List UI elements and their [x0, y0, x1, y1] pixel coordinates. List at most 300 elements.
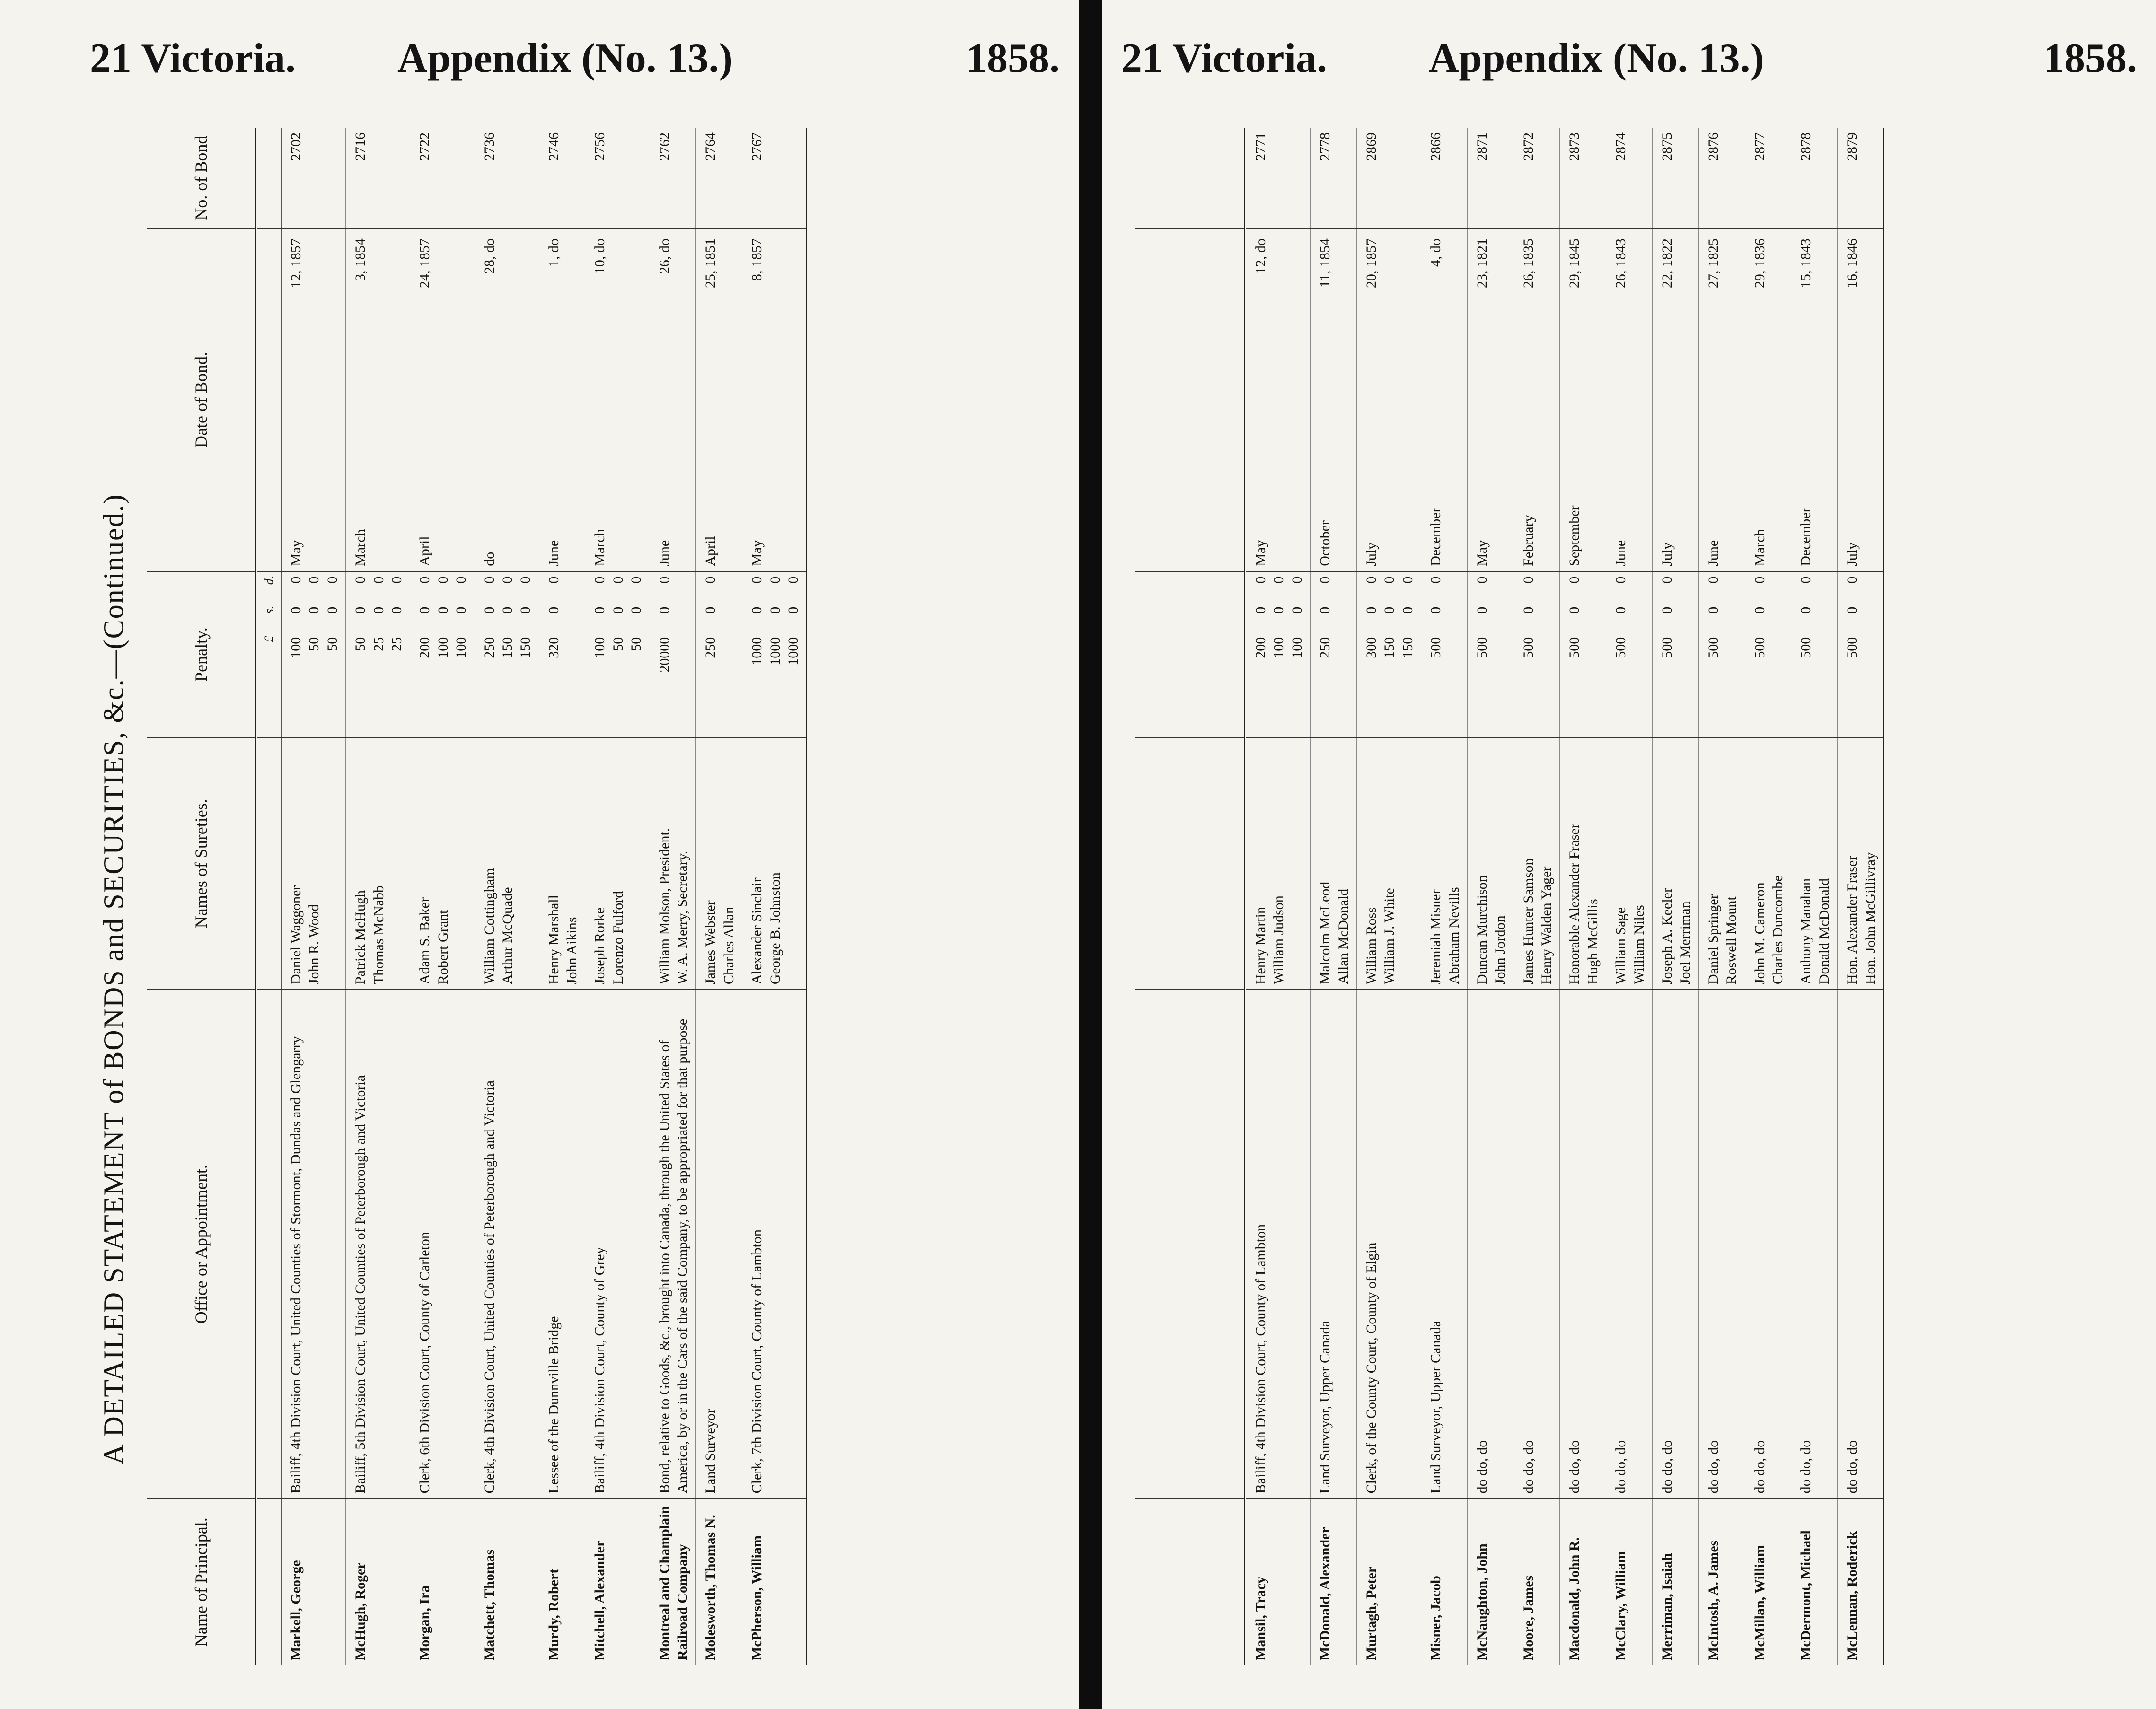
penalty-pounds: 50 [324, 637, 340, 651]
date-day-year: 12, do [1253, 238, 1268, 274]
penalty-grid [287, 577, 342, 733]
penalty-shillings: 0 [628, 606, 644, 614]
date-month: May [288, 540, 304, 566]
date-grid [591, 234, 609, 566]
bond-number-cell: 2778 [1311, 128, 1357, 228]
surety-name: Robert Grant [435, 910, 451, 985]
date-cell [1560, 228, 1606, 571]
office-cell: Lessee of the Dunnville Bridge [539, 990, 585, 1499]
penalty-pounds: 100 [592, 637, 608, 658]
surety-name: Hon. John McGillivray [1862, 852, 1878, 985]
bond-number-cell: 2875 [1653, 128, 1699, 228]
date-month: September [1566, 505, 1583, 566]
penalty-grid [1316, 577, 1334, 733]
table-row [1311, 128, 1357, 1665]
bond-number-cell: 2746 [539, 128, 585, 228]
bonds-table-right [1135, 128, 1885, 1665]
date-month: July [1363, 542, 1379, 566]
bond-number-cell: 2869 [1356, 128, 1421, 228]
penalty-pence: 0 [370, 576, 387, 584]
date-day-year: 16, 1846 [1844, 238, 1860, 289]
penalty-pence: 0 [767, 576, 783, 584]
date-month: June [1613, 540, 1629, 566]
penalty-pence: 0 [1705, 576, 1721, 584]
penalty-cell [1245, 571, 1311, 738]
penalty-pounds: 150 [1399, 637, 1416, 658]
date-month: July [1659, 542, 1675, 566]
surety-name: James Hunter Samson [1520, 858, 1536, 985]
table-row [1791, 128, 1838, 1665]
surety-name: W. A. Merry, Secretary. [675, 850, 691, 985]
office-cell: Bailiff, 4th Division Court, County of Lambton [1245, 990, 1311, 1499]
penalty-shillings: 0 [481, 606, 497, 614]
date-cell [1606, 228, 1653, 571]
table-body-right [1245, 128, 1884, 1665]
date-month: June [656, 540, 672, 566]
date-day-year: 11, 1854 [1317, 238, 1333, 288]
sureties-cell [1421, 737, 1468, 990]
col-header-empty [1135, 1499, 1245, 1665]
bond-number-cell: 2716 [346, 128, 410, 228]
date-cell [1421, 228, 1468, 571]
date-cell [1745, 228, 1791, 571]
penalty-shillings: 0 [1659, 606, 1675, 614]
date-grid [702, 234, 720, 566]
penalty-pounds: 250 [703, 637, 719, 658]
table-row [1421, 128, 1468, 1665]
year-heading: 1858. [966, 35, 1060, 81]
penalty-pounds: 300 [1363, 637, 1379, 658]
bond-number-cell: 2872 [1514, 128, 1560, 228]
date-day-year: 1, do [546, 238, 562, 267]
surety-name: Joseph A. Keeler [1659, 888, 1675, 985]
surety-name: Hon. Alexander Fraser [1844, 855, 1860, 985]
office-cell: do do, do [1467, 990, 1514, 1499]
penalty-shillings: 0 [1751, 606, 1768, 614]
penalty-grid [591, 577, 645, 733]
office-cell: Bond, relative to Goods, &c., brought into Canada, through the United States of America, by or in the Cars of the said Company, to be appropriated for that purpose [650, 990, 696, 1499]
date-grid [1363, 234, 1381, 566]
date-cell [346, 228, 410, 571]
penalty-cell [1514, 571, 1560, 738]
penalty-shillings: 0 [1289, 606, 1305, 614]
principal-cell: Matchett, Thomas [475, 1499, 539, 1665]
penalty-pounds: 150 [518, 637, 534, 658]
penalty-grid [748, 577, 802, 733]
date-cell [410, 228, 475, 571]
penalty-shillings: 0 [1399, 606, 1416, 614]
surety-name: William Judson [1271, 895, 1287, 985]
date-grid [287, 234, 305, 566]
penalty-grid [416, 577, 470, 733]
penalty-pence: 0 [1474, 576, 1490, 584]
date-day-year: 8, 1857 [749, 238, 765, 281]
penalty-pence: 0 [1289, 576, 1305, 584]
penalty-shillings: 0 [1566, 606, 1583, 614]
shillings-unit: s. [262, 605, 276, 614]
penalty-cell [1606, 571, 1653, 738]
date-grid [1612, 234, 1630, 566]
penalty-shillings: 0 [1705, 606, 1721, 614]
table-row [1514, 128, 1560, 1665]
date-cell [539, 228, 585, 571]
date-cell [1838, 228, 1884, 571]
date-month: April [417, 536, 433, 566]
table-row [1245, 128, 1311, 1665]
date-cell [650, 228, 696, 571]
principal-cell: McNaughton, John [1467, 1499, 1514, 1665]
surety-name: John R. Wood [306, 904, 322, 985]
date-day-year: 3, 1854 [352, 238, 369, 281]
date-day-year: 10, do [592, 238, 608, 274]
date-month: March [1751, 529, 1768, 566]
surety-name: William Niles [1631, 905, 1647, 985]
office-cell: Land Surveyor, Upper Canada [1311, 990, 1357, 1499]
penalty-shillings: 0 [1317, 606, 1333, 614]
penalty-grid [1473, 577, 1491, 733]
surety-name: Lorenzo Fulford [610, 891, 626, 985]
penalty-pounds: 500 [1798, 637, 1814, 658]
penalty-grid [702, 577, 720, 733]
col-header-sureties: Names of Sureties. [147, 737, 256, 990]
unit-cell-empty [256, 228, 282, 571]
penalty-cell [346, 571, 410, 738]
principal-cell: McIntosh, A. James [1698, 1499, 1745, 1665]
penalty-shillings: 0 [1382, 606, 1398, 614]
bond-number-cell: 2871 [1467, 128, 1514, 228]
bond-number-cell: 2874 [1606, 128, 1653, 228]
date-grid [416, 234, 434, 566]
date-month: October [1317, 520, 1333, 566]
surety-name: Daniel Springer [1705, 894, 1721, 985]
date-grid [656, 234, 674, 566]
date-day-year: 29, 1836 [1751, 238, 1768, 289]
penalty-shillings: 0 [1271, 606, 1287, 614]
penalty-shillings: 0 [592, 606, 608, 614]
col-header-principal: Name of Principal. [147, 1499, 256, 1665]
sureties-cell [1653, 737, 1699, 990]
date-grid [352, 234, 370, 566]
bond-number-cell: 2767 [742, 128, 808, 228]
penalty-cell [1560, 571, 1606, 738]
surety-name: John Jordon [1492, 915, 1508, 985]
date-month: December [1798, 508, 1814, 566]
table-row [696, 128, 742, 1665]
penalty-shillings: 0 [388, 606, 405, 614]
date-day-year: 23, 1821 [1474, 238, 1490, 289]
table-row [1745, 128, 1791, 1665]
date-month: March [592, 529, 608, 566]
table-row [539, 128, 585, 1665]
penalty-shillings: 0 [749, 606, 765, 614]
penalty-shillings: 0 [352, 606, 369, 614]
penalty-pence: 0 [352, 576, 369, 584]
penalty-shillings: 0 [1474, 606, 1490, 614]
date-grid [1252, 234, 1270, 566]
office-cell: do do, do [1560, 990, 1606, 1499]
penalty-pence: 0 [749, 576, 765, 584]
principal-cell: Montreal and Champlain Railroad Company [650, 1499, 696, 1665]
penalty-grid [1843, 577, 1861, 733]
penalty-pounds: 250 [1317, 637, 1333, 658]
sureties-cell [346, 737, 410, 990]
date-day-year: 25, 1851 [703, 238, 719, 289]
sureties-cell [742, 737, 808, 990]
pounds-unit: £ [262, 636, 276, 642]
office-cell: do do, do [1606, 990, 1653, 1499]
date-grid [1520, 234, 1538, 566]
bonds-table-right-wrapper [1135, 128, 2011, 1665]
penalty-shillings: 0 [324, 606, 340, 614]
book-gutter [1079, 0, 1102, 1709]
principal-cell: Murtagh, Peter [1356, 1499, 1421, 1665]
bond-number-cell: 2762 [650, 128, 696, 228]
penalty-cell [650, 571, 696, 738]
date-month: June [546, 540, 562, 566]
date-month: December [1428, 508, 1444, 566]
col-header-bond-no: No. of Bond [147, 128, 256, 228]
date-grid [1658, 234, 1676, 566]
penalty-shillings: 0 [703, 606, 719, 614]
penalty-pence: 0 [435, 576, 451, 584]
office-cell: Bailiff, 4th Division Court, United Counties of Stormont, Dundas and Glengarry [282, 990, 346, 1499]
penalty-cell [1745, 571, 1791, 738]
penalty-cell [539, 571, 585, 738]
date-cell [1653, 228, 1699, 571]
date-cell [1514, 228, 1560, 571]
surety-name: Joseph Rorke [592, 907, 608, 985]
principal-cell: Merriman, Isaiah [1653, 1499, 1699, 1665]
penalty-pounds: 25 [388, 637, 405, 651]
penalty-shillings: 0 [518, 606, 534, 614]
table-row [410, 128, 475, 1665]
principal-cell: Mitchell, Alexander [585, 1499, 650, 1665]
date-grid [1473, 234, 1491, 566]
table-row [475, 128, 539, 1665]
penalty-cell [585, 571, 650, 738]
principal-cell: Mansil, Tracy [1245, 1499, 1311, 1665]
table-row [1698, 128, 1745, 1665]
unit-cell-currency [256, 571, 282, 738]
date-month: May [1474, 540, 1490, 566]
bonds-table-left [147, 128, 808, 1665]
date-cell [1791, 228, 1838, 571]
principal-cell: McHugh, Roger [346, 1499, 410, 1665]
sureties-cell [1838, 737, 1884, 990]
surety-name: Charles Duncombe [1769, 875, 1786, 985]
date-day-year: 24, 1857 [417, 238, 433, 289]
surety-name: Duncan Murchison [1474, 875, 1490, 985]
col-header-empty [1135, 128, 1245, 228]
bond-number-cell: 2756 [585, 128, 650, 228]
penalty-pence: 0 [1520, 576, 1536, 584]
date-day-year: 26, 1843 [1613, 238, 1629, 289]
office-cell: Clerk, 4th Division Court, United Counties of Peterborough and Victoria [475, 990, 539, 1499]
sureties-cell [475, 737, 539, 990]
penalty-pounds: 25 [370, 637, 387, 651]
penalty-pounds: 100 [453, 637, 469, 658]
office-cell: do do, do [1653, 990, 1699, 1499]
penalty-pence: 0 [1844, 576, 1860, 584]
penalty-grid [1520, 577, 1538, 733]
penalty-pounds: 50 [610, 637, 626, 651]
date-grid [1566, 234, 1584, 566]
penalty-pence: 0 [656, 576, 672, 584]
penalty-pence: 0 [1659, 576, 1675, 584]
bond-number-cell: 2873 [1560, 128, 1606, 228]
surety-name: George B. Johnston [767, 872, 783, 985]
surety-name: Patrick McHugh [352, 890, 369, 985]
date-cell [475, 228, 539, 571]
date-month: do [481, 552, 497, 566]
date-grid [1427, 234, 1445, 566]
penalty-shillings: 0 [1613, 606, 1629, 614]
penalty-grid [1705, 577, 1723, 733]
surety-name: William Molson, President. [656, 828, 672, 985]
penalty-shillings: 0 [546, 606, 562, 614]
penalty-pence: 0 [1566, 576, 1583, 584]
table-body-left [282, 128, 808, 1665]
penalty-pounds: 100 [1271, 637, 1287, 658]
date-day-year: 4, do [1428, 238, 1444, 267]
bond-number-cell: 2877 [1745, 128, 1791, 228]
date-day-year: 22, 1822 [1659, 238, 1675, 289]
penalty-cell [410, 571, 475, 738]
office-cell: Land Surveyor, Upper Canada [1421, 990, 1468, 1499]
penalty-shillings: 0 [1428, 606, 1444, 614]
col-header-office: Office or Appointment. [147, 990, 256, 1499]
date-grid [1797, 234, 1815, 566]
penalty-pounds: 20000 [656, 637, 672, 673]
penalty-pence: 0 [518, 576, 534, 584]
office-cell: Bailiff, 4th Division Court, County of Grey [585, 990, 650, 1499]
penalty-pounds: 500 [1613, 637, 1629, 658]
date-day-year: 28, do [481, 238, 497, 274]
bond-number-cell: 2771 [1245, 128, 1311, 228]
bond-number-cell: 2866 [1421, 128, 1468, 228]
date-month: July [1844, 542, 1860, 566]
penalty-pounds: 200 [417, 637, 433, 658]
office-cell: Bailiff, 5th Division Court, United Counties of Peterborough and Victoria [346, 990, 410, 1499]
penalty-pounds: 500 [1659, 637, 1675, 658]
table-row [1606, 128, 1653, 1665]
sureties-cell [1560, 737, 1606, 990]
penalty-grid [545, 577, 563, 733]
penalty-pence: 0 [453, 576, 469, 584]
penalty-pounds: 500 [1844, 637, 1860, 658]
penalty-shillings: 0 [1844, 606, 1860, 614]
surety-name: Henry Walden Yager [1539, 866, 1555, 985]
table-row [1356, 128, 1421, 1665]
penalty-cell [742, 571, 808, 738]
year-heading: 1858. [2043, 35, 2137, 81]
penalty-pounds: 500 [1474, 637, 1490, 658]
penalty-pence: 0 [481, 576, 497, 584]
sureties-cell [1467, 737, 1514, 990]
penalty-shillings: 0 [610, 606, 626, 614]
principal-cell: McLennan, Roderick [1838, 1499, 1884, 1665]
office-cell: do do, do [1698, 990, 1745, 1499]
principal-cell: Markell, George [282, 1499, 346, 1665]
penalty-pence: 0 [1751, 576, 1768, 584]
penalty-cell [1653, 571, 1699, 738]
right-page [1102, 0, 2156, 1709]
surety-name: Hugh McGillis [1584, 899, 1601, 985]
penalty-cell [1791, 571, 1838, 738]
penalty-pence: 0 [1382, 576, 1398, 584]
date-month: March [352, 529, 369, 566]
penalty-pounds: 50 [306, 637, 322, 651]
date-cell [1245, 228, 1311, 571]
surety-name: Arthur McQuade [499, 887, 515, 985]
penalty-pence: 0 [785, 576, 801, 584]
penalty-pence: 0 [1271, 576, 1287, 584]
penalty-cell [1698, 571, 1745, 738]
penalty-pounds: 150 [499, 637, 515, 658]
col-header-empty [1135, 571, 1245, 738]
penalty-pence: 0 [1363, 576, 1379, 584]
table-row [650, 128, 696, 1665]
penalty-pounds: 1000 [785, 637, 801, 666]
unit-cell-empty [256, 737, 282, 990]
penalty-grid [1797, 577, 1815, 733]
penalty-grid [656, 577, 674, 733]
penalty-grid [1612, 577, 1630, 733]
surety-name: John Aikins [564, 917, 580, 985]
penalty-grid [1427, 577, 1445, 733]
penalty-cell [1421, 571, 1468, 738]
date-cell [742, 228, 808, 571]
office-cell: do do, do [1514, 990, 1560, 1499]
penalty-shillings: 0 [435, 606, 451, 614]
col-header-empty [1135, 737, 1245, 990]
office-cell: do do, do [1791, 990, 1838, 1499]
date-month: February [1520, 515, 1536, 566]
statement-title: A DETAILED STATEMENT of BONDS and SECURITIES, &c.—(Continued.) [98, 493, 129, 1465]
bond-number-cell: 2764 [696, 128, 742, 228]
date-month: May [1253, 540, 1268, 566]
penalty-pence: 0 [417, 576, 433, 584]
principal-cell: McClary, William [1606, 1499, 1653, 1665]
penalty-pounds: 500 [1705, 637, 1721, 658]
sureties-cell [1698, 737, 1745, 990]
table-row [1838, 128, 1884, 1665]
penalty-pounds: 320 [546, 637, 562, 658]
penalty-pence: 0 [1399, 576, 1416, 584]
surety-name: Donald McDonald [1816, 878, 1832, 985]
surety-name: Roswell Mount [1724, 896, 1740, 985]
penalty-pounds: 100 [435, 637, 451, 658]
date-grid [1843, 234, 1861, 566]
penalty-pounds: 100 [1289, 637, 1305, 658]
surety-name: William J. White [1382, 888, 1398, 985]
date-day-year: 26, 1835 [1520, 238, 1536, 289]
unit-cell-empty [256, 128, 282, 228]
penalty-pence: 0 [499, 576, 515, 584]
penalty-pence: 0 [592, 576, 608, 584]
sureties-cell [1514, 737, 1560, 990]
date-grid [748, 234, 766, 566]
penalty-pence: 0 [306, 576, 322, 584]
date-month: May [749, 540, 765, 566]
surety-name: Malcolm McLeod [1317, 881, 1333, 985]
appendix-heading: Appendix (No. 13.) [397, 35, 733, 81]
principal-cell: Moore, James [1514, 1499, 1560, 1665]
penalty-pence: 0 [288, 576, 304, 584]
penalty-pence: 0 [628, 576, 644, 584]
col-header-penalty: Penalty. [147, 571, 256, 738]
penalty-cell [1356, 571, 1421, 738]
